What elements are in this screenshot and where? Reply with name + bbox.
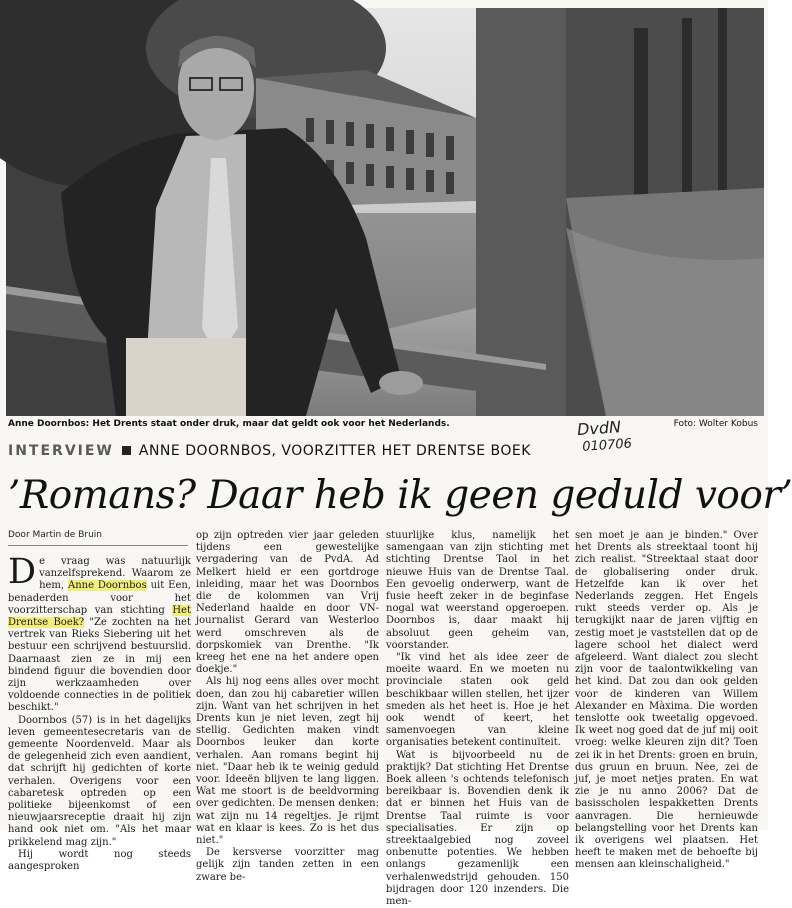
headline: ’Romans? Daar heb ik geen geduld voor’ [8, 473, 792, 518]
article-paragraph: Hij wordt nog steeds aangesproken [8, 848, 191, 873]
handwritten-note [576, 416, 641, 466]
square-bullet-icon [122, 446, 131, 455]
text-run: "Ze zochten na het vertrek van Rieks Siebering uit het bestuur een schrijvend bestuurslid. Daarnaast zien ze in mij een bindend figuur die bovendien door zijn werkzaamheden over voldoende connecties in de politiek beschikt." [8, 617, 191, 714]
article-paragraph: stuurlijke klus, namelijk het samengaan van zijn stichting met stichting Drentse Taol in het nieuwe Huis van de Drentse Taal. Een gevoelig onderwerp, want de fusie heeft zeker in de beginfase nogal wat weerstand opgeroepen. Doornbos is, daar maakt hij absoluut geen geheim van, voorstander. [386, 530, 569, 651]
section-kicker [8, 441, 531, 461]
photo-caption [8, 417, 762, 431]
article-paragraph: sen moet je aan je binden." Over het Drents als streektaal toont hij zich realist. "Streektaal staat door de globalisering onder druk. Hetzelfde kan ik over het Nederlands zeggen. Het Engels rukt steeds verder op. Als je terugkijkt naar de jaren vijftig en zestig moet je vaststellen dat op de lagere school het dialect werd afgeleerd. Want dialect zou slecht zijn voor de taalontwikkeling van het kind. Dat zou dan ook gelden voor de kinderen van Willem Alexander en Màxima. Die worden tenslotte ook tweetalig opgevoed. Ik weet nog goed dat de juf mij ooit vroeg: welke kleuren zijn dit? Toen zei ik in het Drents: groen en bruin, dus gruun en bruun. Nee, zei de juf, je moet netjes praten. En wat zie je nu anno 2006? Dat de basisscholen lespakketten Drents aanvragen. Die hernieuwde belangstelling voor het Drents kan ik overigens wel plaatsen. Het heeft te maken met de behoefte bij mensen aan kleinschaligheid." [575, 530, 758, 871]
article-column-1 [8, 552, 191, 873]
text-run: uit Een, benaderden voor het voorzitterschap van stichting [8, 580, 191, 616]
article-paragraph: Als hij nog eens alles over mocht doen, dan zou hij cabaretier willen zijn. Want van het schrijven in het Drents kun je niet leven, zegt hij stellig. Gedichten maken vindt Doornbos leuker dan korte verhalen. Aan romans begint hij niet. "Daar heb ik te weinig geduld voor. Ideeën blijven te lang liggen. Wat me stoort is de beeldvorming over gedichten. De mensen denken: wat zijn nu 14 regeltjes. Je rijmt wat en klaar is kees. Zo is het dus niet." [196, 676, 379, 847]
photo-credit: Foto: Wolter Kobus [673, 419, 758, 429]
article-paragraph: Wat is bijvoorbeeld nu de praktijk? Dat stichting Het Drentse Boek alleen 's ochtends telefonisch bereikbaar is. Bovendien denk ik dat er binnen het Huis van de Drentse Taal ruimte is voor specialisaties. Er zijn op streektaalgebied nog zoveel onbenutte potenties. We hebben onlangs gezamenlijk een verhalenwedstrijd gehouden. 150 bijdragen door 120 inzenders. Die men- [386, 749, 569, 908]
article-photo [6, 8, 764, 416]
highlighted-org: Het Drentse Boek? [8, 604, 191, 629]
drop-cap: D [8, 552, 37, 592]
article-column-3 [386, 530, 569, 908]
article-paragraph: De kersverse voorzitter mag gelijk zijn tanden zetten in een zware be- [196, 847, 379, 883]
article-paragraph [8, 552, 191, 715]
handwritten-date: 010706 [581, 436, 633, 455]
handwritten-source: DvdN [576, 417, 622, 440]
text-run: e vraag was natuurlijk vanzelfsprekend. Waarom ze hem, [39, 556, 191, 592]
highlighted-name: Anne Doornbos [67, 580, 147, 592]
article-column-4 [575, 530, 758, 871]
byline-divider [8, 545, 188, 546]
article-paragraph: Doornbos (57) is in het dagelijks leven gemeentesecretaris van de gemeente Noordenveld. Maar als de gelegenheid zich even aandient, dat schrijft hij gedichten of korte verhalen. Overigens voor een cabaretesk optreden op een politieke bijeenkomst of een nieuwjaarsreceptie draait hij zijn hand ook niet om. "Als het maar prikkelend mag zijn." [8, 714, 191, 848]
section-label: INTERVIEW [8, 443, 114, 459]
interview-subject: ANNE DOORNBOS, VOORZITTER HET DRENTSE BOEK [138, 443, 531, 459]
article-paragraph: op zijn optreden vier jaar geleden tijdens een gewestelijke vergadering van de PvdA. Ad Melkert hield er een gortdroge inleiding, maar het was Doornbos die de kolommen van Vrij Nederland haalde en door VN-journalist Gerard van Westerloo werd omschreven als de dorpskomiek van Drenthe. "Ik kreeg het ene na het andere open doekje." [196, 530, 379, 676]
caption-text: Anne Doornbos: Het Drents staat onder druk, maar dat geldt ook voor het Nederlands. [8, 419, 450, 429]
byline: Door Martin de Bruin [8, 530, 102, 540]
article-column-2 [196, 530, 379, 883]
article-paragraph: "Ik vind het als idee zeer de moeite waard. En we moeten nu provinciale staten ook geld beschikbaar willen stellen, het ijzer smeden als het heet is. Hoe je het ook wendt of keert, het samenvoegen van kleine organisaties betekent continuïteit. [386, 652, 569, 749]
